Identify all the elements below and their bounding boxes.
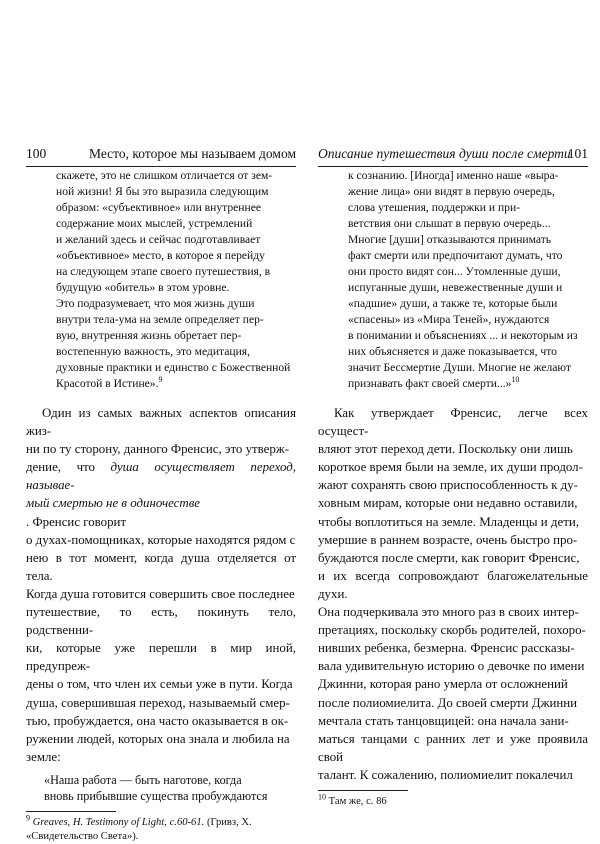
right-page: [318, 144, 588, 807]
quote-line: Это подразумевает, что моя жизнь души: [56, 297, 255, 310]
para-line: буждаются после смерти, как говорит Френсис,: [318, 550, 580, 565]
footnote-number: 9: [26, 813, 30, 823]
quote-line: будущую «обитель» в этом уровне.: [56, 281, 230, 294]
para-line: ховным мирам, которые они недавно оставили,: [318, 496, 578, 511]
para-line: умершие в раннем возрасте, очень быстро про-: [318, 532, 578, 547]
emphasis-text: душа осуществляет переход, называе-: [26, 460, 297, 493]
para-line: мечтала стать танцовщицей: она начала зани-: [318, 713, 569, 728]
quote-line: значит Бессмертие Души. Многие не желают: [348, 361, 571, 374]
emphasis-text: мый смертью не в одиночестве: [26, 496, 201, 511]
footnote-source: Greaves, H. Testimony of Light, c.60-61.: [32, 816, 205, 828]
quote-line: вновь прибывшие существа пробуждаются: [44, 789, 268, 804]
para-line: ружении людей, которых она знала и любила на: [26, 731, 290, 746]
quote-line: образом: «субъективное» или внутреннее: [56, 201, 261, 214]
quote-line-text: признавать факт своей смерти...»: [348, 377, 512, 390]
quote-line: [56, 376, 296, 392]
footnote-marker: 10: [511, 375, 520, 385]
book-spread: [16, 144, 588, 842]
right-footnote: [318, 792, 588, 809]
quote-line-text: Красотой в Истине».: [56, 377, 159, 390]
para-line: нею в тот момент, когда душа отделяется от тела.: [26, 550, 296, 583]
quote-line: испуганные души, невежественные души и: [348, 281, 563, 294]
footnote-text: (Гривз, Х.: [204, 816, 252, 828]
left-page-header: [26, 144, 296, 167]
para-line: Она подчеркивала это много раз в своих интер-: [318, 605, 579, 620]
footnote-line: «Свидетельство Света»).: [26, 830, 139, 842]
quote-line: «объективное» место, в которое я перейду: [56, 249, 265, 262]
left-footnote: [26, 813, 296, 844]
para-line: . Френсис говорит: [26, 514, 127, 529]
para-line: Когда душа готовится совершить свое последнее: [26, 586, 295, 601]
quote-line: [348, 376, 588, 392]
para-line: [26, 494, 296, 512]
quote-line: Многие [души] отказываются принимать: [348, 233, 552, 246]
left-page-number: 100: [26, 146, 47, 161]
para-line: маться танцами с ранних лет и уже проявила свой: [318, 731, 588, 764]
left-short-quote: [26, 772, 296, 805]
footnote-marker: 9: [158, 375, 163, 385]
quote-line: «спасены» из «Мира Теней», нуждаются: [348, 313, 550, 326]
para-line: и их всегда сопровождают благожелательные духи.: [318, 568, 588, 601]
para-line: ни по ту сторону, данного Френсис, это утверж-: [26, 442, 290, 457]
right-page-body: [318, 168, 588, 809]
footnote-line: [318, 792, 588, 809]
quote-line: к сознанию. [Иногда] именно наше «выра-: [348, 169, 559, 182]
quote-line: на следующем этапе своего путешествия, в: [56, 265, 271, 278]
right-page-header: [318, 144, 588, 167]
para-line: Джинни, которая рано умерла от осложнений: [318, 677, 568, 692]
para-line: путешествие, то есть, покинуть тело, родственни-: [26, 605, 296, 638]
quote-line: востепенную важность, это медитация,: [56, 345, 251, 358]
para-line: дены о том, что член их семьи уже в пути. Когда: [26, 677, 293, 692]
para-line: ки, которые уже перешли в мир иной, предупреж-: [26, 641, 296, 674]
quote-line: внутри тела-ума на земле определяет пер-: [56, 313, 264, 326]
quote-line: и желаний здесь и сейчас подготавливает: [56, 233, 261, 246]
quote-line: духовные практики и единство с Божественной: [56, 361, 291, 374]
quote-line: в понимании и объяснениях ... и некоторым из: [348, 329, 578, 342]
quote-line: жение лица» они видят в первую очередь,: [348, 185, 555, 198]
para-line: талант. К сожалению, полиомиелит покалечил: [318, 767, 573, 782]
left-running-head: Место, которое мы называем домом: [89, 146, 296, 161]
right-page-number: 101: [567, 146, 588, 161]
para-line: претациях, поскольку скорбь родителей, похоро-: [318, 623, 586, 638]
para-line: жают сохранять свою приспособленность к ду-: [318, 478, 578, 493]
para-line: вала удивительную историю о девочке по имени: [318, 659, 585, 674]
quote-line: ветствия они слышат в первую очередь...: [348, 217, 551, 230]
para-line: Один из самых важных аспектов описания жиз-: [26, 406, 296, 439]
para-line: Как утверждает Френсис, легче всех осущест-: [318, 406, 588, 439]
quote-line: вую, внутренняя жизнь обретает пер-: [56, 329, 242, 342]
right-running-head: Описание путешествия души после смерти: [318, 146, 571, 161]
quote-line: них объясняется и даже показывается, что: [348, 345, 557, 358]
footnote-text: Там же, с. 86: [328, 795, 387, 807]
left-page-body: [26, 168, 296, 844]
footnote-rule: [26, 811, 116, 812]
para-line: [26, 458, 296, 494]
footnote-number: 10: [318, 792, 326, 802]
para-line: о духах-помощниках, которые находятся рядом с: [26, 532, 296, 547]
quote-line: «падшие» души, а также те, которые были: [348, 297, 558, 310]
left-main-paragraph: [26, 404, 296, 766]
quote-line: «Наша работа — быть наготове, когда: [44, 772, 242, 787]
para-line: нивших ребенка, безмерна. Френсис рассказы-: [318, 641, 575, 656]
quote-line: содержание моих мыслей, устремлений: [56, 217, 253, 230]
para-line: короткое время были на земле, их души продол-: [318, 460, 583, 475]
para-line: после полиомиелита. До своей смерти Джинни: [318, 695, 578, 710]
quote-line: скажете, это не слишком отличается от зем-: [56, 169, 273, 182]
quote-line: факт смерти или предпочитают думать, что: [348, 249, 563, 262]
para-line: душа, совершившая переход, называемый смер-: [26, 695, 290, 710]
right-block-quote: [318, 168, 588, 392]
quote-line: ной жизни! Я бы это выразила следующим: [56, 185, 269, 198]
para-line: вляют этот переход дети. Поскольку они лишь: [318, 442, 573, 457]
left-page: [26, 144, 297, 842]
para-line: чтобы воплотиться на земле. Младенцы и дети,: [318, 514, 579, 529]
footnote-rule: [318, 790, 408, 791]
para-text: дение, что: [26, 460, 111, 475]
para-line: земле:: [26, 749, 61, 764]
right-main-paragraph: [318, 404, 588, 784]
left-block-quote: [26, 168, 296, 392]
footnote-line: [26, 813, 296, 830]
para-line: тью, пробуждается, она часто оказывается в ок-: [26, 713, 289, 728]
quote-line: слова утешения, поддержки и при-: [348, 201, 521, 214]
quote-line: они просто видят сон... Утомленные души,: [348, 265, 561, 278]
